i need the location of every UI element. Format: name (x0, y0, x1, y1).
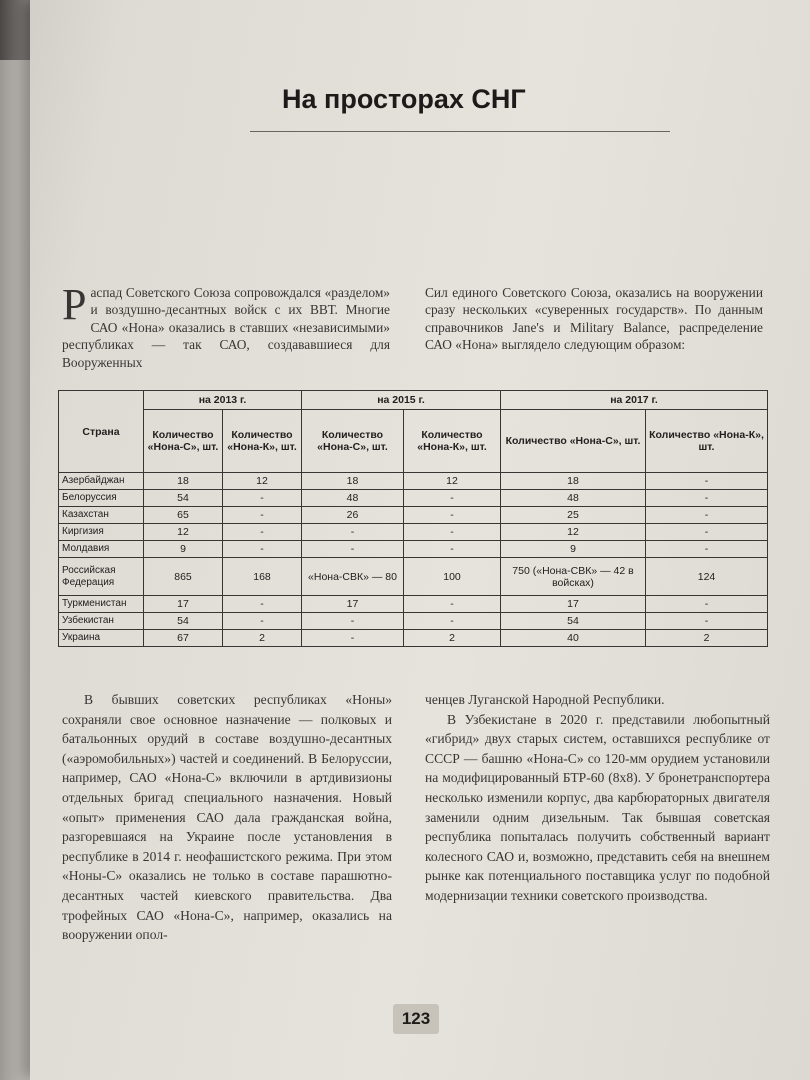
table-column-header-row (59, 410, 768, 473)
table-cell: - (646, 507, 768, 524)
table-cell: - (223, 507, 302, 524)
table-cell: - (404, 596, 501, 613)
table-row (59, 473, 768, 490)
table-cell: - (223, 596, 302, 613)
country-cell: Белоруссия (59, 490, 144, 507)
table-year-header-row (59, 391, 768, 410)
table-cell: 12 (144, 524, 223, 541)
table-cell: 26 (302, 507, 404, 524)
year-header-2017: на 2017 г. (501, 391, 768, 410)
table-cell: 54 (144, 490, 223, 507)
year-header-2015: на 2015 г. (302, 391, 501, 410)
country-cell: Азербайджан (59, 473, 144, 490)
table-row (59, 630, 768, 647)
table-cell: 17 (144, 596, 223, 613)
page-number: 123 (393, 1004, 439, 1034)
body-left-column (62, 690, 392, 945)
table-row (59, 541, 768, 558)
table-cell: - (223, 524, 302, 541)
country-cell: Украина (59, 630, 144, 647)
country-cell: Туркменистан (59, 596, 144, 613)
table-cell: 865 (144, 558, 223, 596)
table-cell: 2 (646, 630, 768, 647)
table-cell: - (646, 524, 768, 541)
table-cell: 25 (501, 507, 646, 524)
table-cell: - (646, 490, 768, 507)
table-cell: - (404, 613, 501, 630)
column-header: Количество «Нона-С», шт. (144, 410, 223, 473)
table-cell: 750 («Нона-СВК» — 42 в войсках) (501, 558, 646, 596)
table-cell: 12 (404, 473, 501, 490)
table-cell: «Нона-СВК» — 80 (302, 558, 404, 596)
table-row (59, 524, 768, 541)
previous-page-edge (0, 60, 30, 1080)
table-cell: - (302, 613, 404, 630)
page-header (250, 84, 670, 132)
table-cell: 2 (223, 630, 302, 647)
table-cell: 100 (404, 558, 501, 596)
table-cell: 9 (144, 541, 223, 558)
nona-distribution-table (58, 390, 768, 647)
country-cell: Молдавия (59, 541, 144, 558)
table-cell: 65 (144, 507, 223, 524)
body-paragraph-continued: ченцев Луганской Народной Республики. (425, 692, 665, 707)
column-header: Количество «Нона-С», шт. (302, 410, 404, 473)
country-cell: Казахстан (59, 507, 144, 524)
table-cell: - (223, 541, 302, 558)
column-header: Количество «Нона-С», шт. (501, 410, 646, 473)
table-cell: 54 (501, 613, 646, 630)
table-cell: - (223, 490, 302, 507)
table-cell: 18 (501, 473, 646, 490)
intro-left-column (62, 280, 390, 371)
table-cell: - (404, 541, 501, 558)
intro-left-text: аспад Советского Союза сопровождался «разделом» и воздушно-десантных войск с их ВВТ. Многие САО «Нона» оказались в ставших «независимыми» республиках — так САО, создававшиеся для Вооруженных (62, 285, 390, 370)
column-header: Количество «Нона-К», шт. (646, 410, 768, 473)
body-paragraph: В Узбекистане в 2020 г. представили любопытный «гибрид» двух старых систем, оставшихся республике от СССР — башню «Нона-С» со 120-мм орудием установили на модифицированный БТР-60 (8x8). У бронетранспортера несколько изменили корпус, два карбюраторных двигателя заменили одним дизельным. Так бывшая советская республика попыталась получить собственный вариант колесного САО и, возможно, представить себя на внешнем рынке как потенциального поставщика услуг по подобной модернизации техники советского производства. (425, 711, 770, 903)
table-cell: 168 (223, 558, 302, 596)
table-cell: 124 (646, 558, 768, 596)
table-cell: - (302, 630, 404, 647)
country-column-header: Страна (59, 391, 144, 473)
body-right-column (425, 690, 770, 906)
drop-cap: Р (62, 280, 87, 329)
table-cell: 40 (501, 630, 646, 647)
intro-right-column (425, 284, 763, 354)
table-cell: 18 (302, 473, 404, 490)
table-cell: - (404, 490, 501, 507)
table-cell: 2 (404, 630, 501, 647)
column-header: Количество «Нона-К», шт. (223, 410, 302, 473)
table-cell: - (223, 613, 302, 630)
table-cell: - (646, 541, 768, 558)
year-header-2013: на 2013 г. (144, 391, 302, 410)
table-row (59, 596, 768, 613)
country-cell: Узбекистан (59, 613, 144, 630)
table-cell: 48 (501, 490, 646, 507)
table-cell: - (302, 541, 404, 558)
body-paragraph: В бывших советских республиках «Ноны» сохраняли свое основное назначение — полковых и батальонных орудий в составе воздушно-десантных («аэромобильных») частей и соединений. В Белоруссии, например, САО «Нона-С» включили в артдивизионы отдельных бригад специального назначения. Новый «опыт» применения САО дала гражданская война, разгоревшаяся на Украине после установления в республике в 2014 г. неофашистского режима. При этом «Ноны-С» оказались не только в составе парашютно-десантных частей киевского правительства. Два трофейных САО «Нона-С», например, оказались на вооружении опол- (62, 692, 392, 943)
country-cell: Киргизия (59, 524, 144, 541)
page-title: На просторах СНГ (282, 84, 526, 114)
column-header: Количество «Нона-К», шт. (404, 410, 501, 473)
table-cell: 54 (144, 613, 223, 630)
table-row (59, 613, 768, 630)
table-cell: 9 (501, 541, 646, 558)
title-underline (250, 131, 670, 132)
table-cell: - (646, 596, 768, 613)
table-cell: - (646, 473, 768, 490)
table-cell: 17 (302, 596, 404, 613)
table-cell: 12 (501, 524, 646, 541)
table-row (59, 507, 768, 524)
table-cell: - (302, 524, 404, 541)
table-row (59, 490, 768, 507)
table-cell: 12 (223, 473, 302, 490)
table-cell: - (404, 524, 501, 541)
table-cell: 17 (501, 596, 646, 613)
table-cell: 18 (144, 473, 223, 490)
country-cell: Российская Федерация (59, 558, 144, 596)
table-cell: 67 (144, 630, 223, 647)
intro-paragraph (62, 280, 390, 371)
intro-right-text: Сил единого Советского Союза, оказались на вооружении сразу нескольких «суверенных государств». По данным справочников Jane's и Military Balance, распределение САО «Нона» выглядело следующим образом: (425, 285, 763, 353)
table-cell: - (646, 613, 768, 630)
table-cell: - (404, 507, 501, 524)
table-row (59, 558, 768, 596)
table-cell: 48 (302, 490, 404, 507)
